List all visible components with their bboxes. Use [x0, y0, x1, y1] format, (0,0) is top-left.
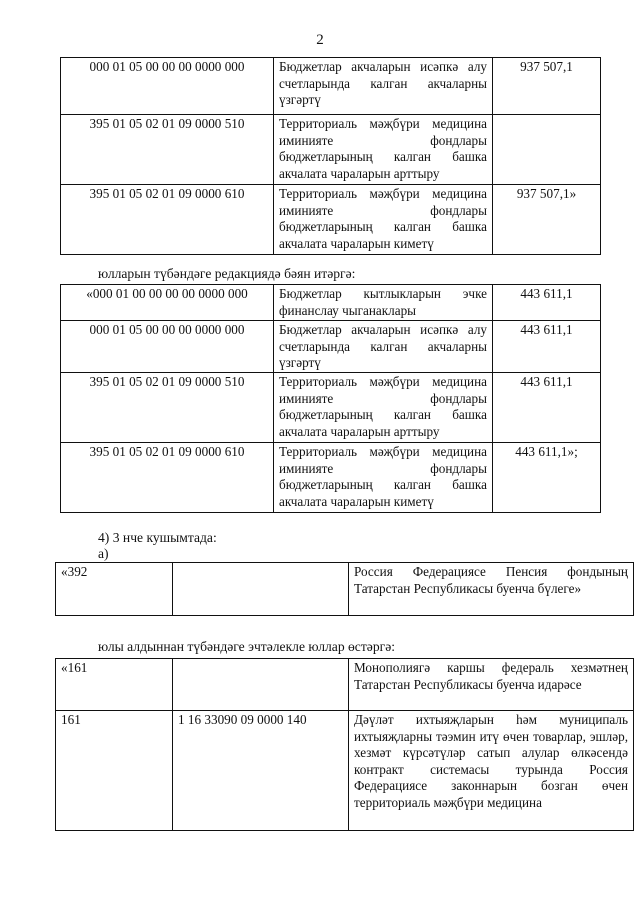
amount-cell: 443 611,1 — [493, 285, 601, 321]
table-row — [61, 115, 601, 185]
table-row — [61, 285, 601, 321]
code-cell: 1 16 33090 09 0000 140 — [173, 711, 349, 831]
table-row — [56, 711, 634, 831]
description-cell: Территориаль мәҗбүри медицина иминияте фондлары бюджетларының калган башка акчалата чараларын арттыру — [274, 115, 493, 185]
table-row — [61, 58, 601, 115]
amount-cell — [493, 115, 601, 185]
table-row — [61, 185, 601, 255]
table-sources-old — [60, 57, 601, 255]
description-cell: Территориаль мәҗбүри медицина иминияте фондлары бюджетларының калган башка акчалата чараларын арттыру — [274, 373, 493, 443]
table-appendix-new-rows — [55, 658, 634, 831]
amount-cell: 443 611,1»; — [493, 443, 601, 513]
code-cell: 395 01 05 02 01 09 0000 510 — [61, 115, 274, 185]
code-cell: 395 01 05 02 01 09 0000 610 — [61, 443, 274, 513]
description-cell: Бюджетлар кытлыкларын эчке финанслау чыганаклары — [274, 285, 493, 321]
description-cell: Бюджетлар акчаларын исәпкә алу счетларында калган акчаларны үзгәртү — [274, 58, 493, 115]
code-cell: 395 01 05 02 01 09 0000 510 — [61, 373, 274, 443]
description-cell: Территориаль мәҗбүри медицина иминияте фондлары бюджетларының калган башка акчалата чараларын киметү — [274, 185, 493, 255]
subsection-marker: а) — [98, 546, 109, 561]
table-row — [56, 563, 634, 616]
code-cell: 000 01 05 00 00 00 0000 000 — [61, 58, 274, 115]
table-row — [61, 443, 601, 513]
description-cell: Территориаль мәҗбүри медицина иминияте фондлары бюджетларының калган башка акчалата чараларын киметү — [274, 443, 493, 513]
admin-code-cell: «161 — [56, 659, 173, 711]
description-cell: Россия Федерациясе Пенсия фондының Татарстан Республикасы буенча бүлеге» — [349, 563, 634, 616]
amount-cell: 443 611,1 — [493, 373, 601, 443]
table-sources-new — [60, 284, 601, 513]
table-appendix-row — [55, 562, 634, 616]
code-cell — [173, 659, 349, 711]
code-cell: 000 01 05 00 00 00 0000 000 — [61, 321, 274, 373]
instruction-text: юлы алдыннан түбәндәге эчтәлекле юллар өстәргә: — [98, 639, 395, 654]
table-row — [56, 659, 634, 711]
description-cell: Дәүләт ихтыяҗларын һәм муниципаль ихтыяҗларны тәэмин итү өчен товарлар, эшләр, хезмәт күрсәтүләр сатып алулар өлкәсендә контракт системасы турында Россия Федерациясе законнарын бозган өчен территориаль мәҗбүри медицина — [349, 711, 634, 831]
amount-cell: 937 507,1 — [493, 58, 601, 115]
amount-cell: 937 507,1» — [493, 185, 601, 255]
code-cell: «000 01 00 00 00 00 0000 000 — [61, 285, 274, 321]
section-heading: 4) 3 нче кушымтада: — [98, 530, 217, 545]
description-cell: Монополиягә каршы федераль хезмәтнең Татарстан Республикасы буенча идарәсе — [349, 659, 634, 711]
code-cell: 395 01 05 02 01 09 0000 610 — [61, 185, 274, 255]
amount-cell: 443 611,1 — [493, 321, 601, 373]
page-number: 2 — [316, 32, 324, 48]
code-cell — [173, 563, 349, 616]
description-cell: Бюджетлар акчаларын исәпкә алу счетларында калган акчаларны үзгәртү — [274, 321, 493, 373]
table-row — [61, 373, 601, 443]
admin-code-cell: 161 — [56, 711, 173, 831]
admin-code-cell: «392 — [56, 563, 173, 616]
table-row — [61, 321, 601, 373]
instruction-text: юлларын түбәндәге редакциядә бәян итәргә: — [98, 266, 356, 281]
